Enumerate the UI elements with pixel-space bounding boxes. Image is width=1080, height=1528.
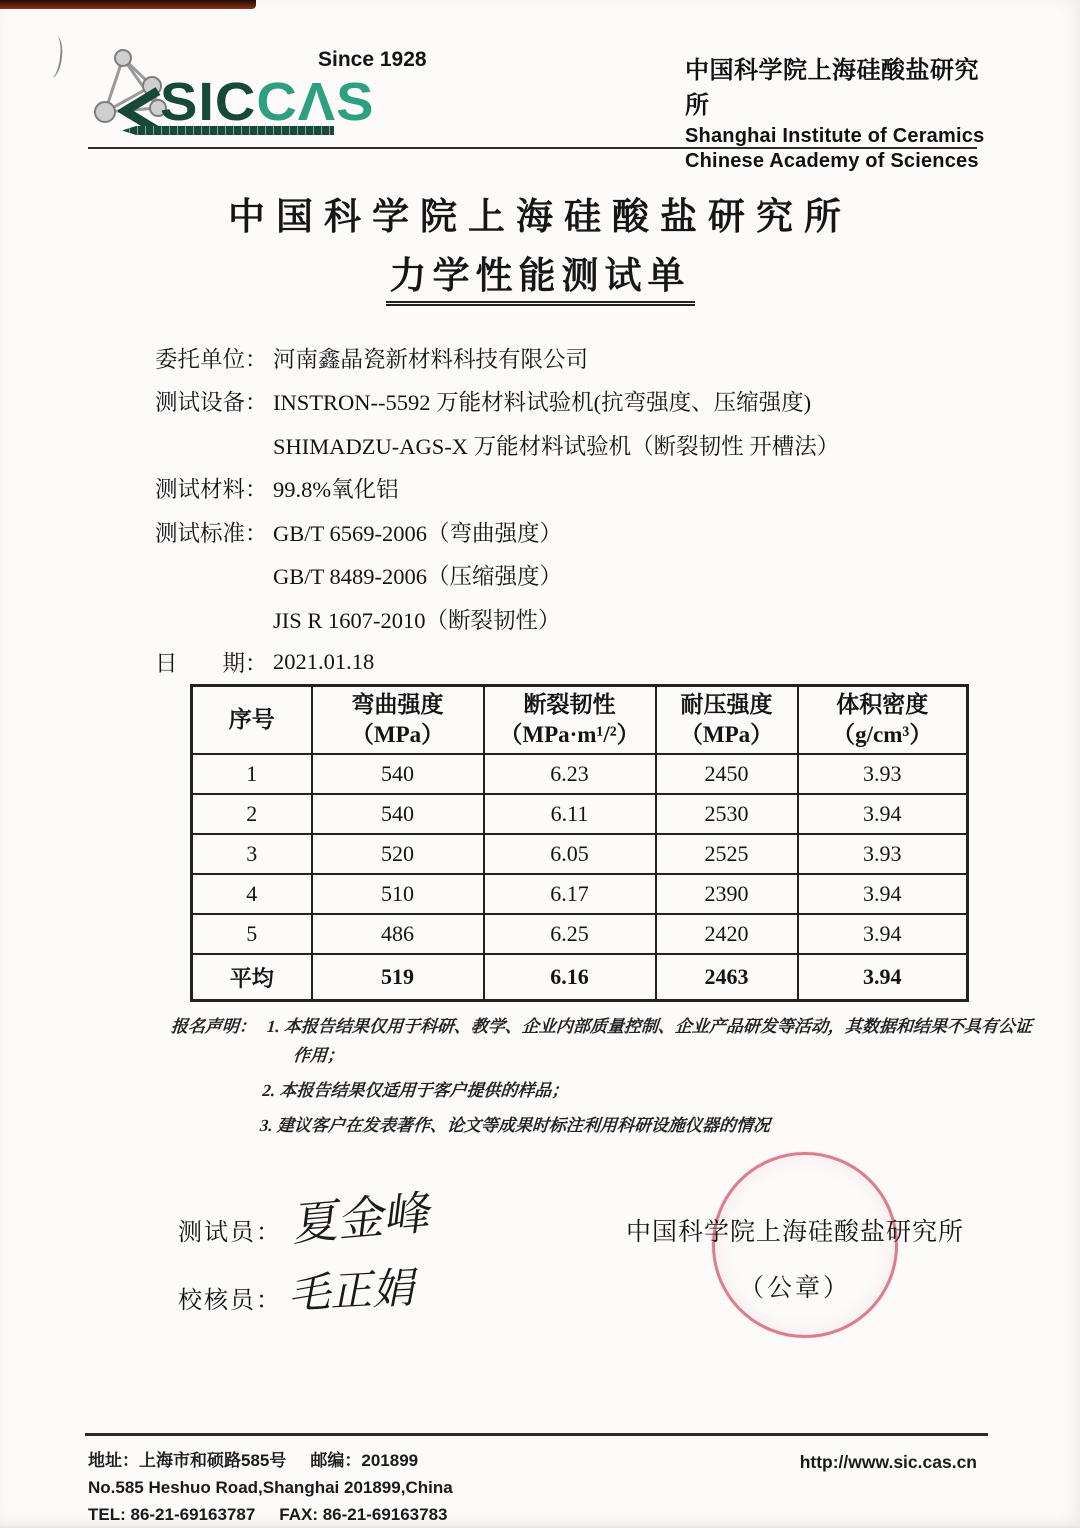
siccas-logo bbox=[160, 71, 375, 132]
cell: 3.93 bbox=[798, 754, 968, 794]
cell: 2420 bbox=[656, 914, 798, 954]
cell: 2390 bbox=[656, 874, 798, 914]
cell: 3.94 bbox=[798, 874, 968, 914]
seal-org-name: 中国科学院上海硅酸盐研究所 bbox=[625, 1219, 964, 1246]
cell: 3.94 bbox=[798, 914, 968, 954]
cell: 3.93 bbox=[798, 834, 968, 874]
info-label: 委托单位： bbox=[155, 346, 268, 372]
table-average-row bbox=[192, 954, 968, 1001]
info-label: 日 期： bbox=[155, 651, 268, 677]
cell: 6.25 bbox=[484, 914, 656, 954]
info-row-standard-2 bbox=[155, 554, 935, 598]
footer-address-en: No.585 Heshuo Road,Shanghai 201899,China bbox=[88, 1478, 453, 1497]
scan-edge-artifact bbox=[0, 0, 256, 9]
info-row-standard-3 bbox=[155, 597, 935, 641]
declaration-notes bbox=[163, 1012, 1037, 1146]
footer-contact-block bbox=[88, 1447, 453, 1528]
logo-text-sic: SIC bbox=[160, 71, 257, 132]
info-row-standard-1 bbox=[155, 510, 935, 554]
cell: 平均 bbox=[192, 954, 312, 1001]
cell: 510 bbox=[312, 874, 484, 914]
info-row-equipment-2 bbox=[155, 423, 935, 467]
declaration-items bbox=[259, 1012, 1033, 1146]
info-value: GB/T 8489-2006（压缩强度） bbox=[273, 564, 562, 590]
footer-address-cn: 地址：上海市和硕路585号 bbox=[88, 1451, 287, 1470]
cell: 5 bbox=[192, 914, 312, 954]
header-org-block bbox=[685, 50, 985, 174]
header-org-en-line2: Chinese Academy of Sciences bbox=[685, 150, 979, 172]
cell: 540 bbox=[312, 794, 484, 834]
reviewer-signature: 毛正娟 bbox=[286, 1265, 422, 1319]
logo-text-cas: CΛS bbox=[256, 71, 375, 132]
footer-divider bbox=[85, 1433, 988, 1436]
declaration-label: 报名声明： bbox=[170, 1017, 257, 1036]
cell: 540 bbox=[312, 754, 484, 794]
col-header-bending: 弯曲强度 （MPa） bbox=[312, 686, 484, 755]
col-header-density: 体积密度 （g/cm³） bbox=[798, 686, 968, 755]
table-header-row bbox=[192, 686, 968, 755]
declaration-item-1: 1. 本报告结果仅用于科研、教学、企业内部质量控制、企业产品研发等活动，其数据和结果不具有公证作用； bbox=[266, 1017, 1033, 1065]
results-table bbox=[190, 684, 969, 1002]
table-row bbox=[192, 794, 968, 834]
info-value: JIS R 1607-2010（断裂韧性） bbox=[273, 607, 561, 633]
cell: 1 bbox=[192, 754, 312, 794]
info-label: 测试设备： bbox=[155, 390, 268, 416]
cell: 2530 bbox=[656, 794, 798, 834]
cell: 2 bbox=[192, 794, 312, 834]
document-title-org: 中国科学院上海硅酸盐研究所 bbox=[228, 197, 852, 238]
cell: 2450 bbox=[656, 754, 798, 794]
info-label: 测试标准： bbox=[155, 520, 268, 546]
cell: 3.94 bbox=[798, 794, 968, 834]
info-value: SHIMADZU-AGS-X 万能材料试验机（断裂韧性 开槽法） bbox=[273, 433, 840, 459]
cell: 4 bbox=[192, 874, 312, 914]
cell: 6.05 bbox=[484, 834, 656, 874]
table-row bbox=[192, 914, 968, 954]
footer-postcode: 邮编：201899 bbox=[310, 1451, 419, 1470]
footer-fax: FAX: 86-21-69163783 bbox=[279, 1505, 448, 1524]
info-value: GB/T 6569-2006（弯曲强度） bbox=[273, 520, 562, 546]
info-label: 测试材料： bbox=[155, 477, 268, 503]
pen-mark-artifact bbox=[44, 35, 65, 79]
header-divider bbox=[88, 147, 977, 149]
cell: 486 bbox=[312, 914, 484, 954]
cell: 6.23 bbox=[484, 754, 656, 794]
table-row bbox=[192, 754, 968, 794]
footer-website: http://www.sic.cas.cn bbox=[799, 1452, 977, 1472]
reviewer-label: 校核员： bbox=[178, 1288, 282, 1314]
cell: 520 bbox=[312, 834, 484, 874]
cell: 2525 bbox=[656, 834, 798, 874]
header-org-en-line1: Shanghai Institute of Ceramics bbox=[685, 125, 985, 147]
info-row-client bbox=[155, 336, 935, 380]
info-value: INSTRON--5592 万能材料试验机(抗弯强度、压缩强度) bbox=[273, 390, 812, 416]
col-header-index: 序号 bbox=[192, 686, 312, 755]
document-title: 力学性能测试单 bbox=[386, 256, 695, 306]
info-row-date bbox=[155, 641, 935, 685]
col-header-compressive: 耐压强度 （MPa） bbox=[656, 686, 798, 755]
cell: 519 bbox=[312, 954, 484, 1001]
declaration-item-3: 3. 建议客户在发表著作、论文等成果时标注利用科研设施仪器的情况 bbox=[259, 1116, 771, 1135]
cell: 2463 bbox=[656, 954, 798, 1001]
col-header-toughness: 断裂韧性 （MPa·m¹/²） bbox=[484, 686, 656, 755]
info-row-equipment-1 bbox=[155, 380, 935, 424]
info-value: 河南鑫晶瓷新材料科技有限公司 bbox=[273, 346, 589, 372]
tester-signature: 夏金峰 bbox=[291, 1186, 436, 1251]
cell: 3.94 bbox=[798, 954, 968, 1001]
cell: 6.11 bbox=[484, 794, 656, 834]
cell: 6.16 bbox=[484, 954, 656, 1001]
header-org-cn: 中国科学院上海硅酸盐研究所 bbox=[685, 57, 979, 119]
cell: 6.17 bbox=[484, 874, 656, 914]
info-value: 99.8%氧化铝 bbox=[273, 477, 399, 503]
since-1928-label: Since 1928 bbox=[318, 48, 427, 71]
tester-label: 测试员： bbox=[178, 1220, 282, 1246]
info-value: 2021.01.18 bbox=[273, 649, 375, 675]
info-block bbox=[155, 336, 935, 684]
footer-tel: TEL: 86-21-69163787 bbox=[88, 1505, 256, 1524]
cell: 3 bbox=[192, 834, 312, 874]
table-row bbox=[192, 874, 968, 914]
table-row bbox=[192, 834, 968, 874]
declaration-item-2: 2. 本报告结果仅适用于客户提供的样品； bbox=[261, 1081, 570, 1100]
document-title-wrap bbox=[0, 245, 1080, 299]
seal-label: （公章） bbox=[738, 1275, 851, 1302]
info-row-material bbox=[155, 467, 935, 511]
